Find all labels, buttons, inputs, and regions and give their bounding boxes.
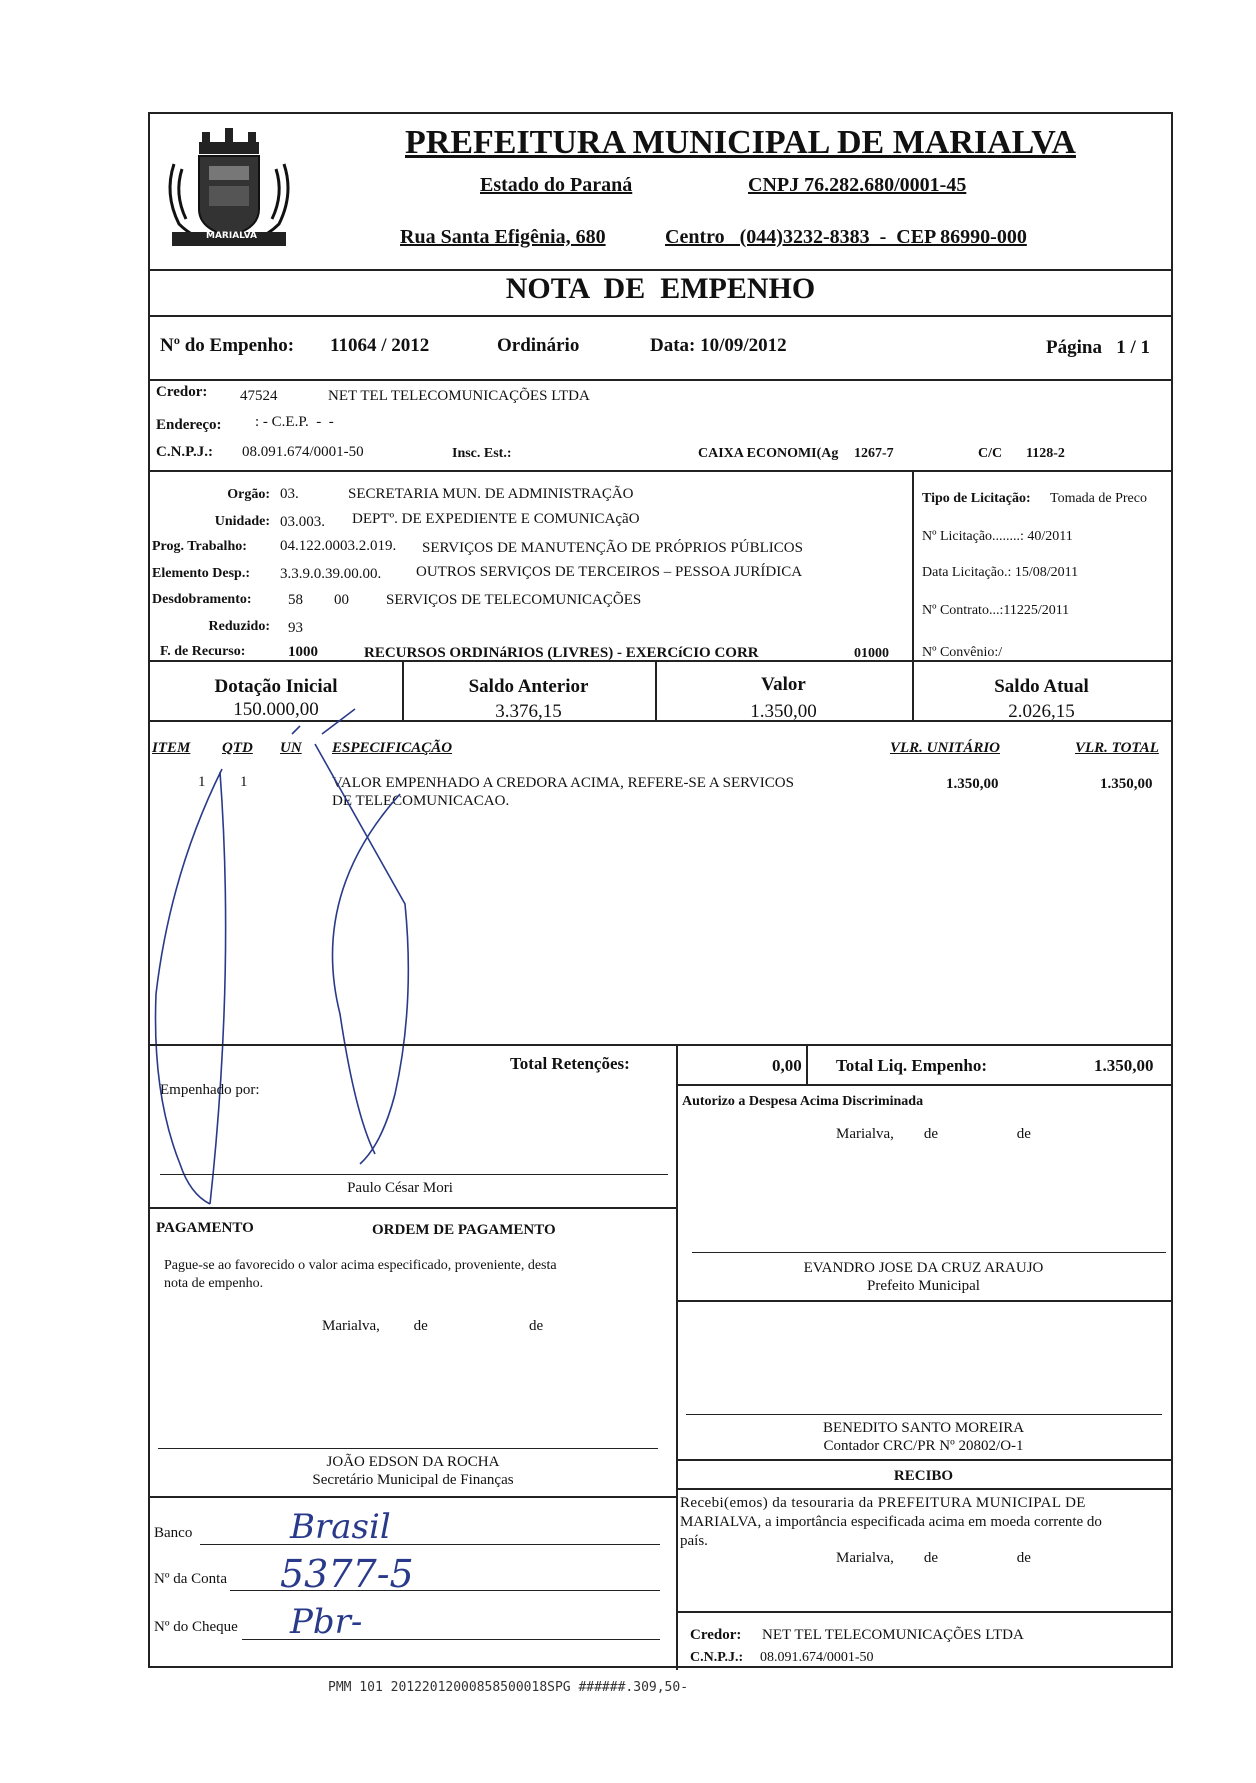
- recurso-name: RECURSOS ORDINáRIOS (LIVRES) - EXERCíCIO CORR: [364, 645, 759, 661]
- cnpj-value: 08.091.674/0001-50: [242, 444, 364, 460]
- retencoes-value: 0,00: [772, 1056, 802, 1075]
- desdobramento-label: Desdobramento:: [152, 592, 252, 607]
- item-qty: 1: [240, 774, 248, 790]
- empenho-form: [148, 112, 1173, 1668]
- pague-text-2: nota de empenho.: [164, 1276, 264, 1291]
- insc-label: Insc. Est.:: [452, 446, 512, 461]
- empenhado-name: Paulo César Mori: [347, 1180, 453, 1196]
- licitacao-date: Data Licitação.: 15/08/2011: [922, 565, 1079, 580]
- credor-code: 47524: [240, 388, 278, 404]
- bank-agency: 1267-7: [854, 446, 894, 461]
- state-name: Estado do Paraná: [480, 174, 633, 196]
- footer-credor-label: Credor:: [690, 1627, 742, 1643]
- banco-label: Banco: [154, 1525, 193, 1541]
- saldo-anterior-value: 3.376,15: [495, 701, 562, 722]
- tipo-licitacao-label: Tipo de Licitação:: [922, 491, 1031, 506]
- recurso-label: F. de Recurso:: [160, 644, 246, 659]
- header-cnpj: CNPJ 76.282.680/0001-45: [748, 174, 967, 196]
- convenio-number: Nº Convênio:/: [922, 645, 1003, 660]
- place-date-3: Marialva, de de: [836, 1550, 1031, 1566]
- pen-scribble-icon: [150, 674, 710, 1354]
- item-total-value: 1.350,00: [1100, 776, 1153, 792]
- col-spec-header: ESPECIFICAÇÃO: [332, 740, 453, 756]
- cnpj-label: C.N.P.J.:: [156, 444, 213, 460]
- coat-of-arms-text: MARIALVA: [206, 231, 257, 241]
- cheque-label: Nº do Cheque: [154, 1619, 238, 1635]
- recibo-text-2: MARIALVA, a importância especificada acima em moeda corrente do: [680, 1514, 1102, 1530]
- unidade-code: 03.003.: [280, 514, 325, 530]
- conta-handwritten: 5377-5: [280, 1552, 414, 1596]
- prefeito-name: EVANDRO JOSE DA CRUZ ARAUJO: [803, 1260, 1044, 1276]
- doc-title: NOTA DE EMPENHO: [505, 272, 816, 305]
- bank-stamp-line: PMM 101 20122012000858500018SPG ######.309,50-: [328, 1680, 689, 1695]
- elemento-label: Elemento Desp.:: [152, 566, 250, 581]
- item-spec-line2: DE TELECOMUNICACAO.: [332, 793, 510, 809]
- endereco-value: : - C.E.P. - -: [255, 414, 334, 430]
- licitacao-number: Nº Licitação........: 40/2011: [922, 529, 1073, 544]
- contador-title: Contador CRC/PR Nº 20802/O-1: [823, 1438, 1024, 1454]
- valor-value: 1.350,00: [750, 701, 817, 722]
- endereco-label: Endereço:: [156, 417, 222, 433]
- contador-name: BENEDITO SANTO MOREIRA: [822, 1420, 1025, 1436]
- orgao-label: Orgão:: [227, 487, 270, 502]
- secretario-name: JOÃO EDSON DA ROCHA: [326, 1454, 500, 1470]
- liq-empenho-label: Total Liq. Empenho:: [836, 1056, 987, 1075]
- retencoes-label: Total Retenções:: [510, 1054, 630, 1073]
- prog-label: Prog. Trabalho:: [152, 539, 247, 554]
- recibo-text-3: país.: [680, 1533, 708, 1549]
- unidade-label: Unidade:: [214, 514, 270, 529]
- item-spec-line1: VALOR EMPENHADO A CREDORA ACIMA, REFERE-SE A SERVICOS: [332, 775, 794, 791]
- prog-name: SERVIÇOS DE MANUTENÇÃO DE PRÓPRIOS PÚBLICOS: [422, 540, 803, 556]
- reduzido-value: 93: [288, 620, 303, 636]
- place-date-2: Marialva, de de: [322, 1318, 544, 1334]
- reduzido-label: Reduzido:: [208, 619, 270, 634]
- header-street: Rua Santa Efigênia, 680: [400, 226, 606, 248]
- pague-text-1: Pague-se ao favorecido o valor acima especificado, proveniente, desta: [164, 1258, 557, 1273]
- saldo-atual-value: 2.026,15: [1008, 701, 1075, 722]
- desdobramento-sub: 00: [334, 592, 349, 608]
- col-qtd-header: QTD: [222, 740, 253, 756]
- unidade-name: DEPTº. DE EXPEDIENTE E COMUNICAçãO: [352, 511, 640, 527]
- prog-code: 04.122.0003.2.019.: [280, 538, 397, 554]
- municipality-title: PREFEITURA MUNICIPAL DE MARIALVA: [405, 124, 1076, 161]
- autorizo-label: Autorizo a Despesa Acima Discriminada: [682, 1094, 924, 1109]
- pagamento-label: PAGAMENTO: [156, 1220, 254, 1236]
- saldo-anterior-label: Saldo Anterior: [468, 676, 589, 697]
- saldo-atual-label: Saldo Atual: [994, 676, 1089, 697]
- elemento-code: 3.3.9.0.39.00.00.: [280, 566, 382, 582]
- cc-value: 1128-2: [1026, 446, 1065, 461]
- coat-of-arms-emblem: [154, 124, 304, 259]
- cc-label: C/C: [978, 446, 1003, 461]
- banco-handwritten: Brasil: [290, 1507, 391, 1547]
- credor-label: Credor:: [156, 384, 208, 400]
- credor-name: NET TEL TELECOMUNICAÇÕES LTDA: [328, 388, 590, 404]
- bank-name: CAIXA ECONOMI(Ag: [698, 446, 839, 461]
- dotacao-label: Dotação Inicial: [214, 676, 338, 697]
- place-date-1: Marialva, de de: [836, 1126, 1031, 1142]
- tipo-licitacao-value: Tomada de Preco: [1050, 491, 1147, 506]
- col-item-header: ITEM: [152, 740, 191, 756]
- prefeito-title: Prefeito Municipal: [867, 1278, 980, 1294]
- item-number: 1: [198, 774, 206, 790]
- recurso-num: 01000: [854, 646, 889, 661]
- desdobramento-name: SERVIÇOS DE TELECOMUNICAÇÕES: [386, 592, 642, 608]
- orgao-code: 03.: [280, 486, 299, 502]
- empenho-type: Ordinário: [497, 335, 580, 356]
- secretario-title: Secretário Municipal de Finanças: [312, 1472, 514, 1488]
- col-unit-header: VLR. UNITÁRIO: [890, 740, 1001, 756]
- desdobramento-code: 58: [288, 592, 303, 608]
- ordem-pagamento-label: ORDEM DE PAGAMENTO: [372, 1222, 556, 1238]
- conta-label: Nº da Conta: [154, 1571, 227, 1587]
- item-unit-value: 1.350,00: [946, 776, 999, 792]
- col-un-header: UN: [280, 740, 302, 756]
- cheque-handwritten: Pbr-: [290, 1602, 363, 1642]
- footer-cnpj-label: C.N.P.J.:: [690, 1650, 744, 1665]
- recibo-text-1: Recebi(emos) da tesouraria da PREFEITURA MUNICIPAL DE: [680, 1495, 1086, 1511]
- col-total-header: VLR. TOTAL: [1075, 740, 1159, 756]
- footer-credor-value: NET TEL TELECOMUNICAÇÕES LTDA: [762, 1627, 1024, 1643]
- dotacao-value: 150.000,00: [233, 699, 319, 720]
- liq-empenho-value: 1.350,00: [1094, 1056, 1154, 1075]
- empenho-number: 11064 / 2012: [330, 335, 430, 356]
- empenho-date: Data: 10/09/2012: [650, 335, 787, 356]
- contrato-number: Nº Contrato...:11225/2011: [922, 603, 1070, 618]
- page-number: Página 1 / 1: [1046, 337, 1150, 358]
- footer-cnpj-value: 08.091.674/0001-50: [760, 1650, 874, 1665]
- header-contact: Centro (044)3232-8383 - CEP 86990-000: [665, 226, 1027, 248]
- orgao-name: SECRETARIA MUN. DE ADMINISTRAÇÃO: [348, 486, 634, 502]
- recibo-label: RECIBO: [893, 1468, 954, 1484]
- valor-label: Valor: [761, 674, 806, 695]
- elemento-name: OUTROS SERVIÇOS DE TERCEIROS – PESSOA JURÍDICA: [416, 564, 803, 580]
- recurso-code: 1000: [288, 644, 318, 660]
- empenhado-label: Empenhado por:: [160, 1082, 260, 1098]
- empenho-label: Nº do Empenho:: [160, 335, 295, 356]
